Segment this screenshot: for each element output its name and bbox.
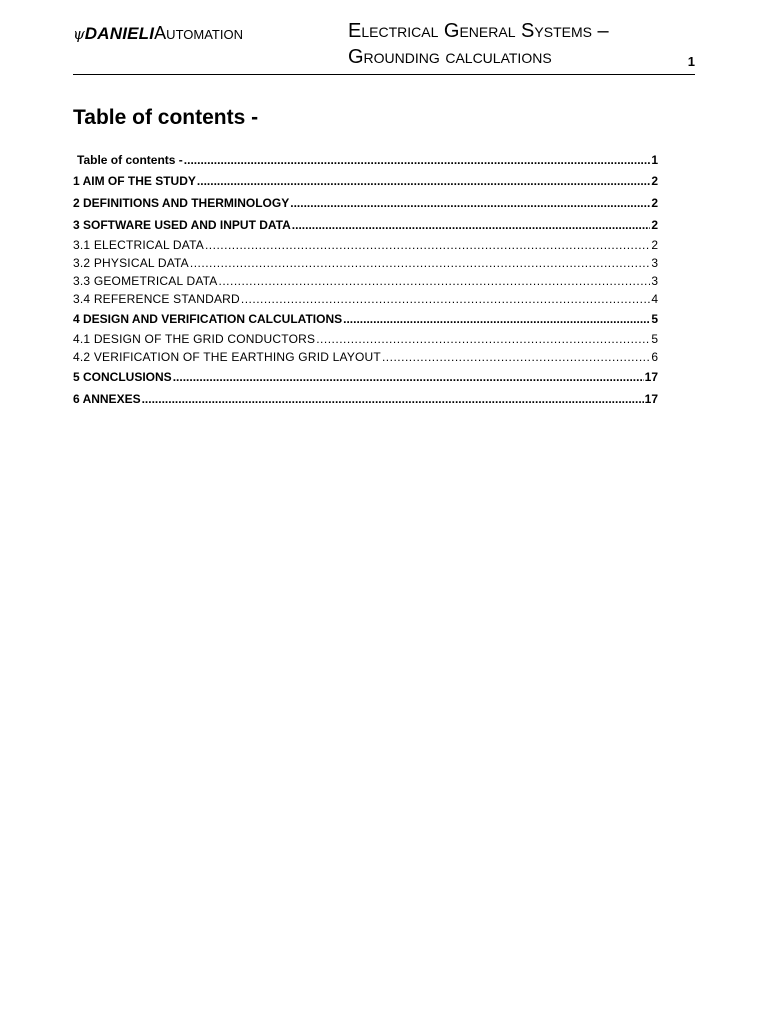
toc-entry-page: 17: [644, 370, 658, 384]
toc-entry-page: 5: [651, 332, 658, 346]
toc-dot-leader: [292, 214, 651, 236]
toc-entry-label: 4.2 VERIFICATION OF THE EARTHING GRID LAYOUT: [73, 350, 381, 364]
toc-entry[interactable]: [73, 348, 658, 366]
toc-dot-leader: [382, 348, 650, 366]
toc-entry-label: 5 CONCLUSIONS: [73, 370, 172, 384]
toc-entry-page: 17: [644, 392, 658, 406]
toc-entry-label: 4.1 DESIGN OF THE GRID CONDUCTORS: [73, 332, 316, 346]
toc-entry-label: 4 DESIGN AND VERIFICATION CALCULATIONS: [73, 312, 343, 326]
document-title-line1: Electrical General Systems –: [348, 20, 609, 42]
toc-entry-label: 3 SOFTWARE USED AND INPUT DATA: [73, 218, 291, 232]
page-number: 1: [687, 54, 695, 69]
toc-entry-page: 2: [651, 174, 658, 188]
toc-entry[interactable]: [73, 236, 658, 254]
toc-entry[interactable]: [73, 330, 658, 348]
toc-entry-label: 3.2 PHYSICAL DATA: [73, 256, 189, 270]
toc-dot-leader: [190, 254, 650, 272]
toc-entry[interactable]: [73, 366, 658, 388]
toc-entry[interactable]: [73, 214, 658, 236]
page-header: [73, 16, 695, 75]
toc-entry-page: 1: [651, 153, 658, 167]
toc-entry-page: 3: [651, 256, 658, 270]
toc-entry-page: 6: [651, 350, 658, 364]
toc-entry-page: 2: [651, 218, 658, 232]
table-of-contents: [73, 150, 658, 410]
toc-entry-label: 3.4 REFERENCE STANDARD: [73, 292, 240, 306]
toc-entry-label: 2 DEFINITIONS AND THERMINOLOGY: [73, 196, 290, 210]
toc-entry[interactable]: [73, 388, 658, 410]
toc-entry-page: 3: [651, 274, 658, 288]
toc-entry[interactable]: [73, 290, 658, 308]
document-title-line2: Grounding calculations: [348, 46, 552, 68]
logo-brand: DANIELI: [84, 24, 155, 43]
toc-entry[interactable]: [73, 192, 658, 214]
toc-dot-leader: [316, 330, 650, 348]
toc-dot-leader: [290, 192, 650, 214]
toc-dot-leader: [173, 366, 644, 388]
toc-dot-leader: [218, 272, 650, 290]
toc-dot-leader: [241, 290, 650, 308]
logo-symbol: ψ: [73, 25, 85, 43]
toc-entry-label: Table of contents -: [77, 153, 183, 167]
toc-entry-label: 1 AIM OF THE STUDY: [73, 174, 196, 188]
toc-entry[interactable]: [73, 170, 658, 192]
toc-dot-leader: [197, 170, 650, 192]
toc-entry[interactable]: [73, 150, 658, 170]
toc-entry-label: 6 ANNEXES: [73, 392, 141, 406]
toc-entry-page: 5: [651, 312, 658, 326]
toc-dot-leader: [184, 150, 651, 170]
toc-dot-leader: [142, 388, 644, 410]
toc-entry[interactable]: [73, 272, 658, 290]
toc-entry-page: 4: [651, 292, 658, 306]
toc-entry-label: 3.1 ELECTRICAL DATA: [73, 238, 204, 252]
toc-entry[interactable]: [73, 254, 658, 272]
toc-entry[interactable]: [73, 308, 658, 330]
toc-heading: Table of contents -: [73, 106, 259, 129]
company-logo: [73, 23, 243, 44]
toc-entry-label: 3.3 GEOMETRICAL DATA: [73, 274, 218, 288]
toc-entry-page: 2: [651, 238, 658, 252]
toc-dot-leader: [205, 236, 650, 254]
logo-unit: Automation: [154, 23, 243, 43]
toc-entry-page: 2: [651, 196, 658, 210]
toc-dot-leader: [343, 308, 650, 330]
document-title: [348, 18, 609, 70]
